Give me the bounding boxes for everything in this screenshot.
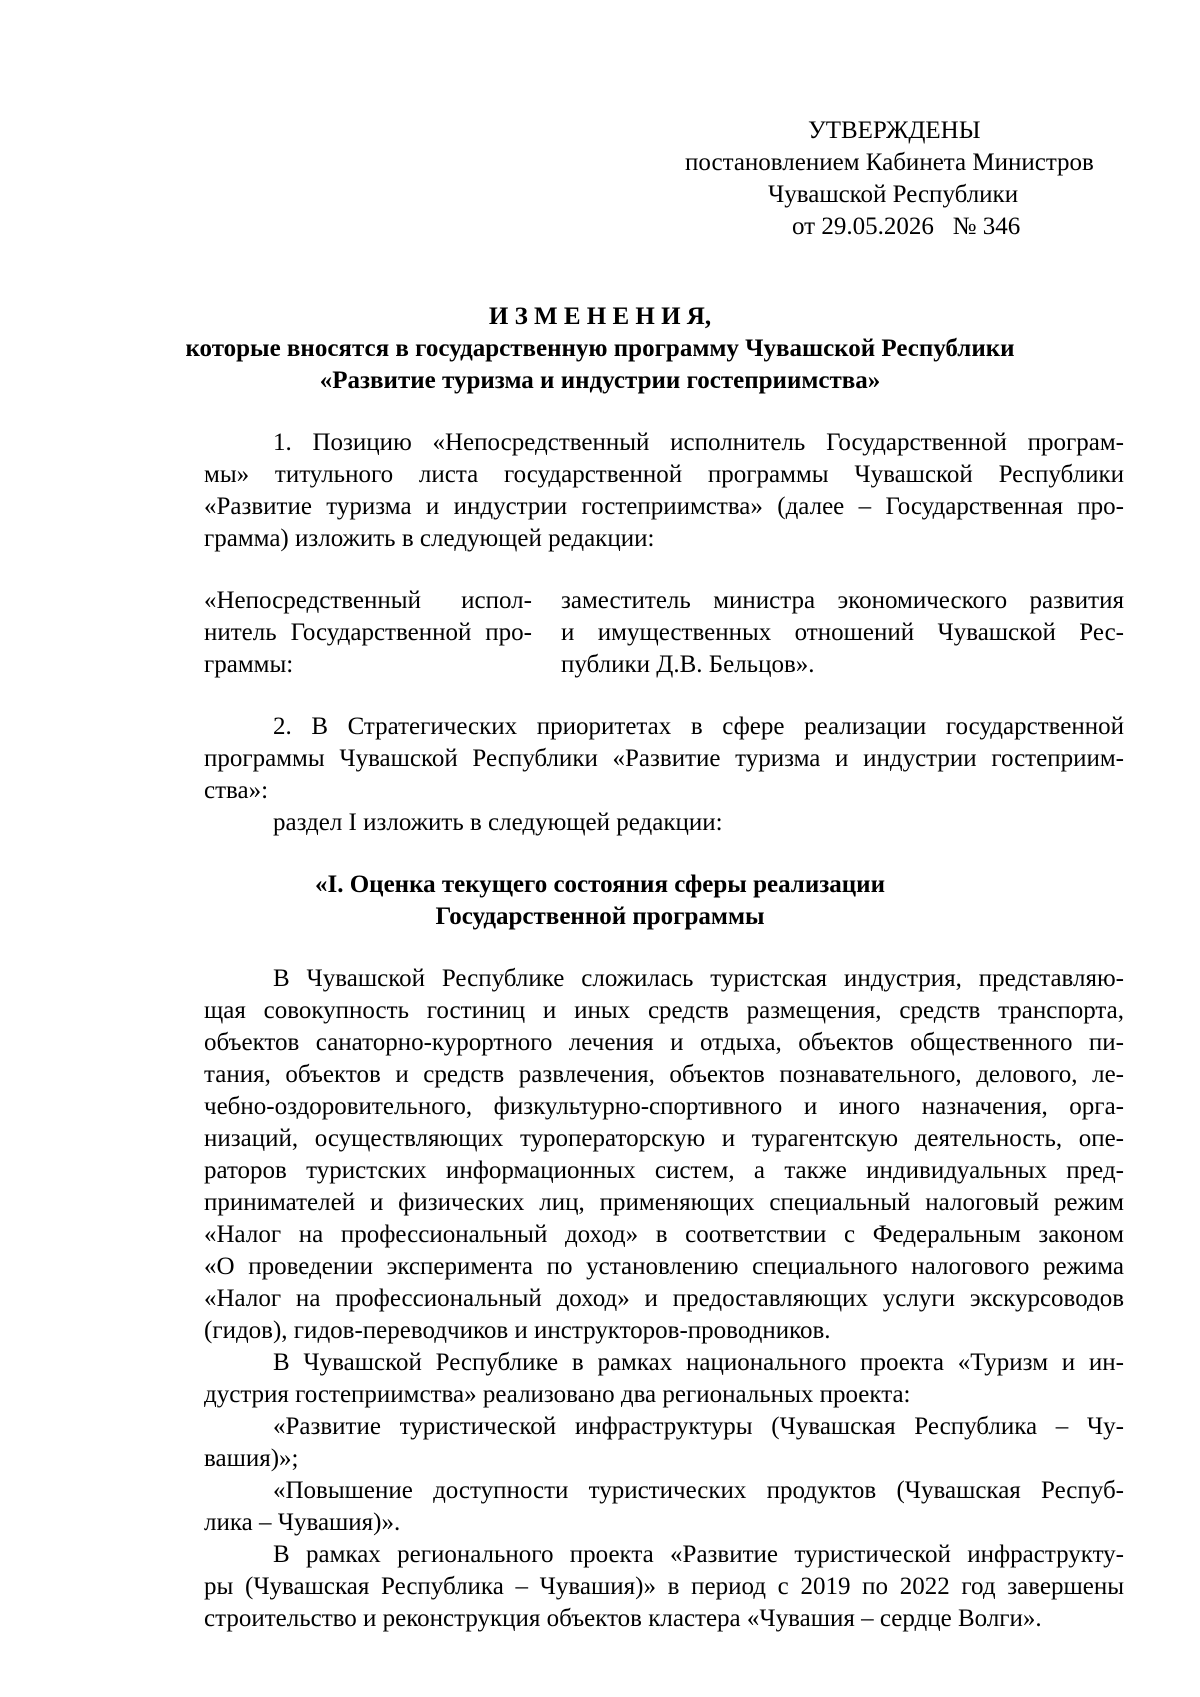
document-subtitle-line2: «Развитие туризма и индустрии гостеприимства» (319, 367, 881, 394)
body-line: «Налог на профессиональный доход» и предоставляющих услуги экскурсоводов (204, 1285, 1124, 1312)
position-value-line: заместитель министра экономического развития (561, 587, 1124, 614)
body-line: лика – Чувашия)». (204, 1509, 401, 1536)
item2-line: программы Чувашской Республики «Развитие туризма и индустрии гостеприим- (204, 745, 1124, 772)
body-line: «Развитие туристической инфраструктуры (Чувашская Республика – Чу- (273, 1413, 1124, 1440)
body-line: (гидов), гидов-переводчиков и инструкторов-проводников. (204, 1317, 831, 1344)
section-title-line2: Государственной программы (435, 903, 765, 930)
document-subtitle-line1: которые вносятся в государственную программу Чувашской Республики (185, 335, 1015, 362)
item1-line: «Развитие туризма и индустрии гостеприимства» (далее – Государственная про- (204, 493, 1124, 520)
item2-sub: раздел I изложить в следующей редакции: (273, 809, 723, 836)
body-line: «О проведении эксперимента по установлению специального налогового режима (204, 1253, 1124, 1280)
item1-line: грамма) изложить в следующей редакции: (204, 525, 655, 552)
body-line: низаций, осуществляющих туроператорскую и турагентскую деятельность, опе- (204, 1125, 1124, 1152)
position-value-line: и имущественных отношений Чувашской Рес- (561, 619, 1124, 646)
body-line: щая совокупность гостиниц и иных средств размещения, средств транспорта, (204, 997, 1124, 1024)
section-title-line1: «I. Оценка текущего состояния сферы реализации (315, 871, 885, 898)
approval-date-number: от 29.05.2026 № 346 (792, 213, 1021, 240)
body-line: строительство и реконструкция объектов кластера «Чувашия – сердце Волги». (204, 1605, 1042, 1632)
body-line: принимателей и физических лиц, применяющих специальный налоговый режим (204, 1189, 1124, 1216)
body-line: чебно-оздоровительного, физкультурно-спортивного и иного назначения, орга- (204, 1093, 1124, 1120)
position-label-line: граммы: (204, 651, 294, 678)
approval-republic: Чувашской Республики (768, 181, 1019, 208)
approval-status: УТВЕРЖДЕНЫ (808, 117, 981, 144)
item2-line: ства»: (204, 777, 269, 804)
position-value-line: публики Д.В. Бельцов». (561, 651, 815, 678)
approval-by: постановлением Кабинета Министров (685, 149, 1094, 176)
body-line: объектов санаторно-курортного лечения и отдыха, объектов общественного пи- (204, 1029, 1124, 1056)
item2-line: 2. В Стратегических приоритетах в сфере реализации государственной (273, 713, 1124, 740)
body-line: «Налог на профессиональный доход» в соответствии с Федеральным законом (204, 1221, 1124, 1248)
body-line: В Чувашской Республике в рамках национального проекта «Туризм и ин- (273, 1349, 1124, 1376)
body-line: В рамках регионального проекта «Развитие туристической инфраструкту- (273, 1541, 1124, 1568)
document-title: И З М Е Н Е Н И Я, (488, 303, 712, 330)
body-line: ры (Чувашская Республика – Чувашия)» в период с 2019 по 2022 год завершены (204, 1573, 1124, 1600)
body-line: В Чувашской Республике сложилась туристская индустрия, представляю- (273, 965, 1124, 992)
body-line: дустрия гостеприимства» реализовано два региональных проекта: (204, 1381, 911, 1408)
body-line: «Повышение доступности туристических продуктов (Чувашская Респуб- (273, 1477, 1124, 1504)
body-line: раторов туристских информационных систем, а также индивидуальных пред- (204, 1157, 1124, 1184)
item1-line: мы» титульного листа государственной программы Чувашской Республики (204, 461, 1124, 488)
body-line: тания, объектов и средств развлечения, объектов познавательного, делового, ле- (204, 1061, 1124, 1088)
body-line: вашия)»; (204, 1445, 299, 1472)
position-label-line: «Непосредственный испол- (204, 587, 532, 614)
position-label-line: нитель Государственной про- (204, 619, 532, 646)
item1-line: 1. Позицию «Непосредственный исполнитель Государственной програм- (273, 429, 1124, 456)
